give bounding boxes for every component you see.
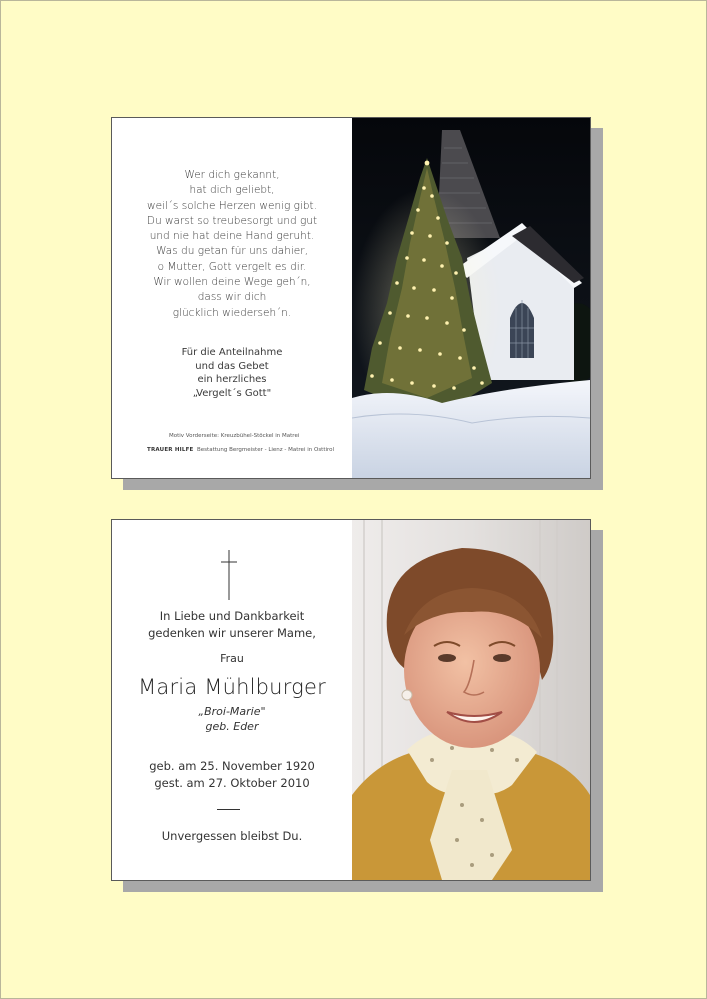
text-pane [112, 118, 352, 478]
poem-line: und nie hat deine Hand geruht. [149, 230, 315, 243]
poem-line: dass wir dich [197, 291, 267, 304]
brand-name: TRAUER HILFE [147, 447, 194, 453]
dedication-line: In Liebe und Dankbarkeit [159, 609, 305, 623]
deceased-name: Maria Mühlburger [138, 675, 326, 699]
poem-line: glücklich wiederseh´n. [172, 306, 292, 319]
life-dates [112, 758, 352, 792]
closing-line: Unvergessen bleibst Du. [161, 829, 303, 843]
thanks-note [112, 346, 352, 400]
poem-line: Was du getan für uns dahier, [156, 245, 308, 258]
poem-line: Wer dich gekannt, [184, 169, 280, 181]
maiden-name: geb. Eder [205, 720, 259, 733]
dedication [112, 608, 352, 642]
nickname-block [112, 704, 352, 734]
card-front-side [111, 519, 591, 881]
poem-line: weil´s solche Herzen wenig gibt. [146, 199, 318, 212]
poem-line: Wir wollen deine Wege geh´n, [153, 276, 311, 289]
thanks-line: „Vergelt´s Gott" [192, 387, 272, 399]
divider [217, 809, 240, 810]
chapel-christmas-tree-photo [352, 118, 590, 478]
thanks-line: Für die Anteilnahme [181, 347, 283, 358]
text-pane [112, 520, 352, 880]
cross-icon [220, 550, 238, 600]
portrait-photo [352, 520, 590, 880]
photo-credit: Motiv Vorderseite: Kreuzbühel-Stöckel in Matrei [169, 433, 300, 439]
birth-date: geb. am 25. November 1920 [149, 759, 315, 773]
poem-line: o Mutter, Gott vergelt es dir. [157, 260, 307, 273]
nickname: „Broi-Marie" [198, 705, 266, 718]
poem-line: Du warst so treubesorgt und gut [146, 214, 318, 227]
funeral-home-text: Bestattung Bergmeister - Lienz - Matrei in Osttirol [197, 447, 335, 453]
death-date: gest. am 27. Oktober 2010 [154, 776, 310, 790]
honorific: Frau [220, 652, 244, 665]
thanks-line: ein herzliches [197, 374, 267, 386]
poem [112, 168, 352, 321]
funeral-home-footer [147, 447, 334, 453]
poem-line: hat dich geliebt, [189, 184, 275, 197]
thanks-line: und das Gebet [195, 360, 269, 372]
card-back-side [111, 117, 591, 479]
dedication-line: gedenken wir unserer Mame, [148, 626, 316, 640]
